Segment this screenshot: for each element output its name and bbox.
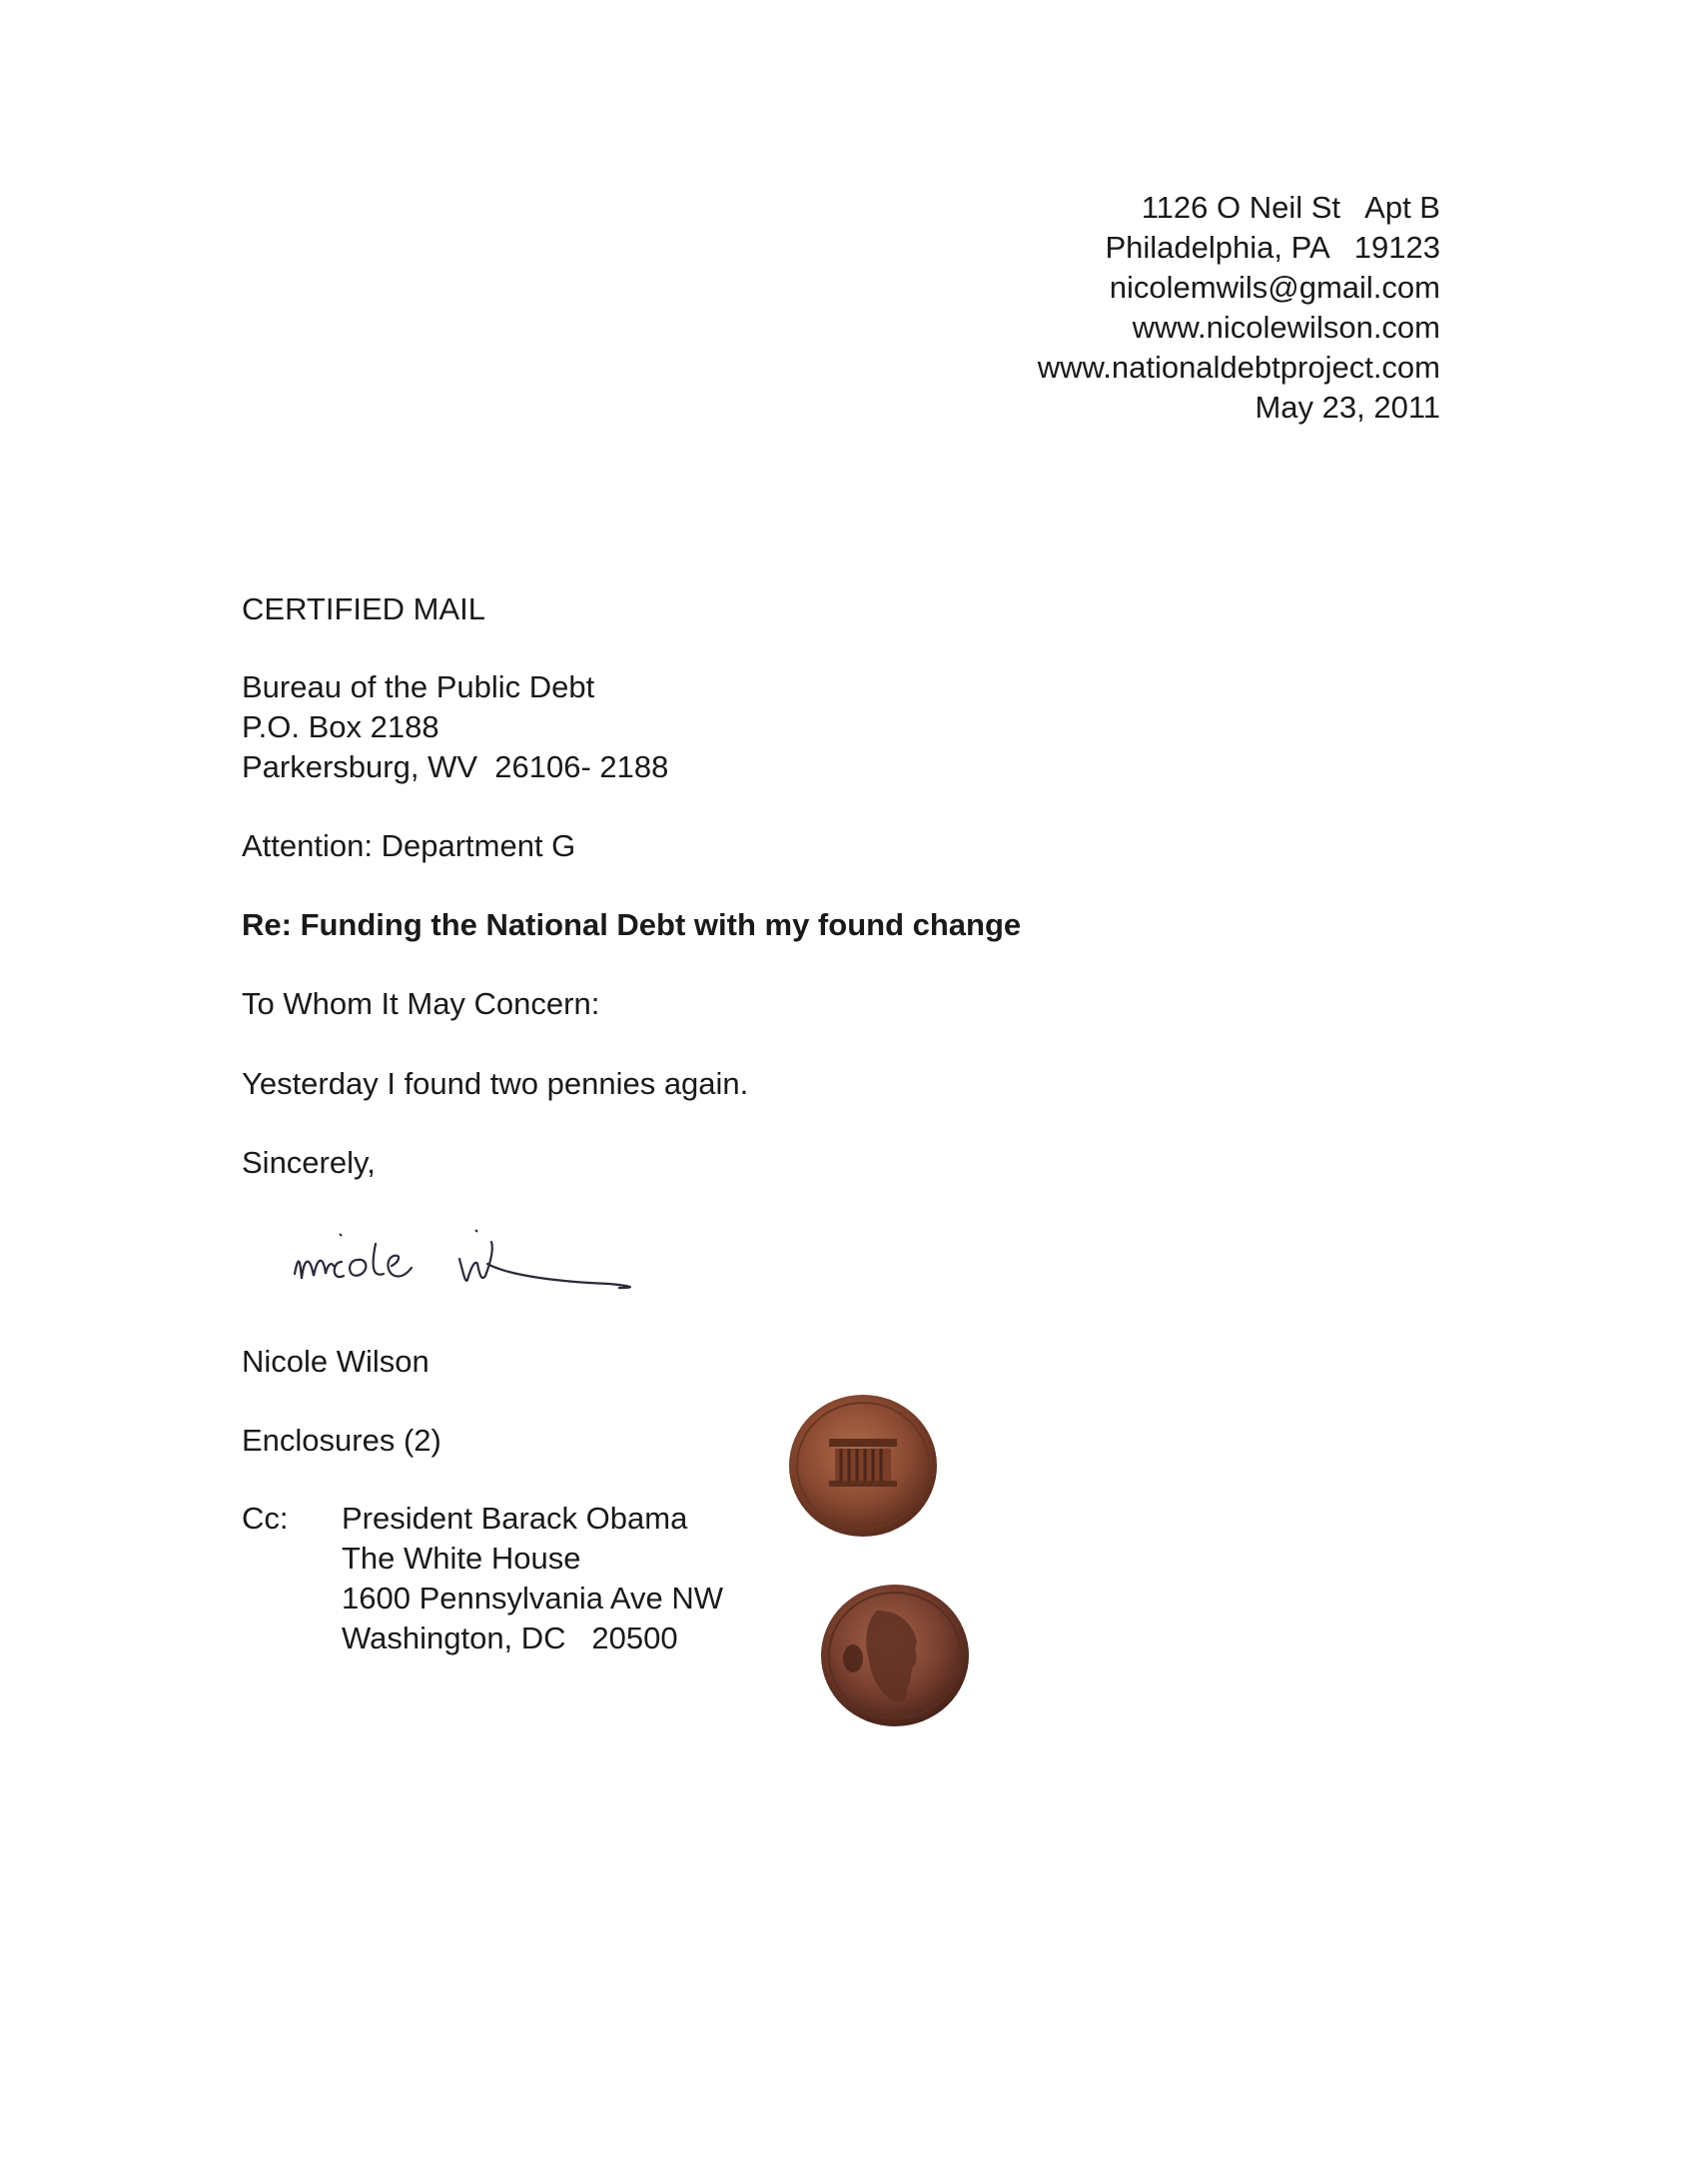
closing (242, 1143, 376, 1183)
sender-city: Philadelphia, PA 19123 (1105, 230, 1440, 265)
cc-label: Cc: (242, 1501, 289, 1536)
recipient-po-box: P.O. Box 2188 (242, 709, 439, 744)
signature-first-name (295, 1244, 412, 1279)
coin-tarnish (843, 1644, 863, 1672)
mail-type (242, 589, 485, 629)
cc-city: Washington, DC 20500 (342, 1621, 678, 1655)
sender-address-block (1038, 188, 1440, 428)
cc-org: The White House (342, 1541, 581, 1576)
penny-obverse-image (817, 1581, 973, 1730)
cc-address (342, 1499, 821, 1658)
signature-dot (340, 1234, 342, 1236)
sender-website-1[interactable]: www.nicolewilson.com (1132, 310, 1440, 345)
enclosures-text: Enclosures (2) (242, 1423, 441, 1458)
memorial-body (835, 1449, 891, 1481)
salutation (242, 984, 599, 1024)
closing-text: Sincerely, (242, 1145, 376, 1180)
sender-street: 1126 O Neil St Apt B (1141, 190, 1440, 225)
mail-type-text: CERTIFIED MAIL (242, 591, 486, 626)
signature-dot-2 (475, 1230, 477, 1232)
recipient-name: Bureau of the Public Debt (242, 669, 595, 704)
recipient-city: Parkersburg, WV 26106- 2188 (242, 749, 669, 784)
subject-line (242, 905, 1021, 945)
sender-website-2[interactable]: www.nationaldebtproject.com (1037, 350, 1440, 385)
attention-line (242, 826, 575, 866)
cc-street: 1600 Pennsylvania Ave NW (342, 1581, 723, 1616)
signer-name-text: Nicole Wilson (242, 1344, 429, 1379)
penny-reverse-image (785, 1391, 941, 1541)
attention-text: Attention: Department G (242, 828, 576, 863)
body-paragraph (242, 1064, 748, 1104)
recipient-address-block (242, 667, 668, 787)
subject-text: Re: Funding the National Debt with my found change (242, 907, 1022, 942)
body-text: Yesterday I found two pennies again. (242, 1066, 749, 1101)
signature-last-name (459, 1242, 630, 1288)
signature (280, 1204, 739, 1324)
memorial-roof (829, 1439, 897, 1447)
letter-date: May 23, 2011 (1255, 390, 1440, 425)
sender-email[interactable]: nicolemwils@gmail.com (1109, 270, 1440, 305)
memorial-steps (829, 1481, 897, 1487)
signer-name (242, 1342, 429, 1382)
enclosures (242, 1421, 441, 1461)
cc-name: President Barack Obama (342, 1501, 688, 1536)
salutation-text: To Whom It May Concern: (242, 986, 600, 1021)
